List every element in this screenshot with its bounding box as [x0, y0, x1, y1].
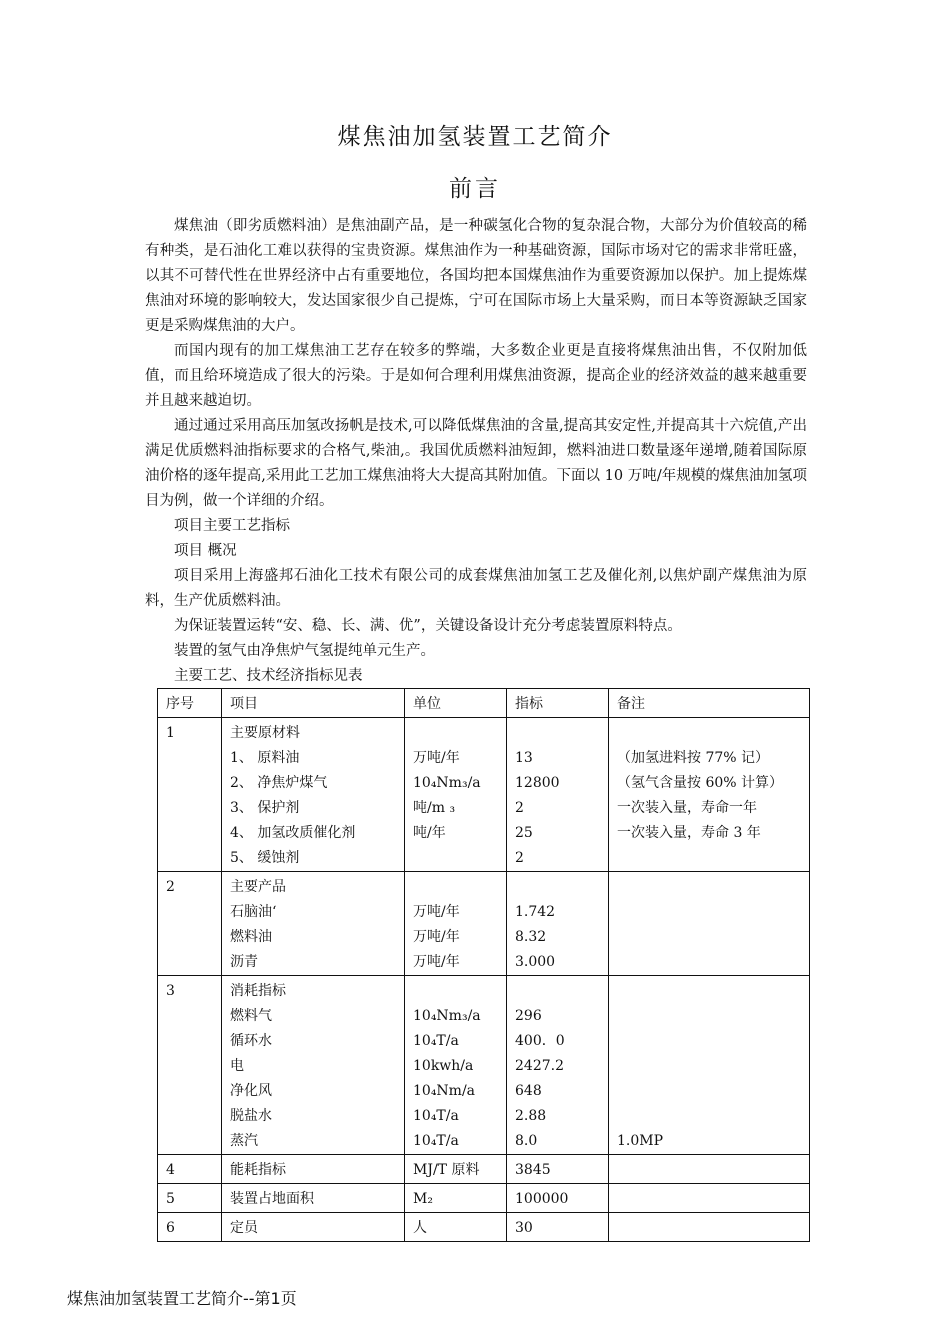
value-line [515, 875, 600, 900]
item-line: 燃料气 [230, 1008, 272, 1024]
row-number-cell [158, 976, 222, 1155]
value-line: 2 [515, 800, 524, 816]
unit-line: 10₄Nm/a [413, 1083, 476, 1099]
unit-line: 万吨/年 [413, 954, 460, 970]
unit-line: MJ/T 原料 [413, 1162, 480, 1178]
table-row [158, 976, 810, 1155]
note-line [617, 1187, 801, 1212]
value-line: 2427.2 [515, 1058, 564, 1074]
item-line: 4、 加氢改质催化剂 [230, 825, 356, 841]
note-line: （加氢进料按 77% 记） [617, 750, 770, 766]
unit-line [413, 979, 498, 1004]
unit-line: 万吨/年 [413, 929, 460, 945]
unit-line: 吨/m ₃ [413, 800, 456, 816]
value-line: 3.000 [515, 954, 556, 970]
value-line: 8.0 [515, 1133, 538, 1149]
paragraph: 主要工艺、技术经济指标见表 [174, 668, 363, 684]
value-line: 100000 [515, 1191, 569, 1207]
note-line [617, 979, 801, 1004]
unit-cell [405, 1184, 507, 1213]
item-line: 石脑油‘ [230, 904, 277, 920]
note-cell [609, 1155, 810, 1184]
item-line: 1、 原料油 [230, 750, 300, 766]
value-cell [507, 718, 609, 872]
note-line [617, 925, 801, 950]
table-row [158, 1213, 810, 1242]
value-line: 8.32 [515, 929, 547, 945]
header-cell: 项目 [222, 689, 405, 718]
unit-cell [405, 976, 507, 1155]
item-cell [222, 1184, 405, 1213]
row-number-cell [158, 718, 222, 872]
value-line: 2 [515, 850, 524, 866]
item-line: 主要产品 [230, 879, 286, 895]
row-number: 3 [166, 983, 175, 999]
value-line: 296 [515, 1008, 542, 1024]
page-footer: 煤焦油加氢装置工艺简介--第1页 [67, 1289, 297, 1308]
unit-line [413, 846, 498, 871]
note-line: 一次装入量，寿命 3 年 [617, 825, 761, 841]
row-number: 4 [166, 1162, 175, 1178]
document-title: 煤焦油加氢装置工艺简介 [337, 124, 613, 150]
note-line [617, 900, 801, 925]
unit-line: 万吨/年 [413, 750, 460, 766]
unit-line: 人 [413, 1220, 427, 1236]
note-line: （氢气含量按 60% 计算） [617, 775, 784, 791]
paragraph: 通过通过采用高压加氢改扬帆是技术,可以降低煤焦油的含量,提高其安定性,并提高其十六烷值,产出满足优质燃料油指标要求的合格气,柴油,。我国优质燃料油短卸，燃料油进口数量逐年递增,随着国际原油价格的逐年提高,采用此工艺加工煤焦油将大大提高其附加值。下面以 10 万吨/年规模的煤焦油加氢项目为例，做一个详细的介绍。 [145, 418, 807, 509]
unit-cell [405, 1213, 507, 1242]
value-line: 400．0 [515, 1033, 565, 1049]
item-cell [222, 872, 405, 976]
table-header-row [158, 689, 810, 718]
item-line: 电 [230, 1058, 244, 1074]
value-line: 12800 [515, 775, 560, 791]
paragraph: 项目主要工艺指标 [174, 518, 290, 534]
note-line [617, 1158, 801, 1183]
item-line: 2、 净焦炉煤气 [230, 775, 328, 791]
row-number: 1 [166, 725, 175, 741]
item-line: 净化风 [230, 1083, 272, 1099]
unit-line: 10₄Nm₃/a [413, 775, 481, 791]
body-text [145, 214, 807, 689]
header-cell: 单位 [405, 689, 507, 718]
paragraph: 煤焦油（即劣质燃料油）是焦油副产品，是一种碳氢化合物的复杂混合物，大部分为价值较高的稀有种类，是石油化工难以获得的宝贵资源。煤焦油作为一种基础资源，国际市场对它的需求非常旺盛，以其不可替代性在世界经济中占有重要地位，各国均把本国煤焦油作为重要资源加以保护。加上提炼煤焦油对环境的影响较大，发达国家很少自己提炼，宁可在国际市场上大量采购，而日本等资源缺乏国家更是采购煤焦油的大户。 [145, 218, 807, 334]
item-line: 能耗指标 [230, 1162, 286, 1178]
item-line: 脱盐水 [230, 1108, 272, 1124]
paragraph: 而国内现有的加工煤焦油工艺存在较多的弊端，大多数企业更是直接将煤焦油出售，不仅附加低值，而且给环境造成了很大的污染。于是如何合理利用煤焦油资源，提高企业的经济效益的越来越重要并且越来越迫切。 [145, 343, 807, 409]
value-line: 1.742 [515, 904, 556, 920]
note-cell [609, 872, 810, 976]
row-number-cell [158, 1155, 222, 1184]
note-line [617, 950, 801, 975]
unit-cell [405, 872, 507, 976]
unit-line: 万吨/年 [413, 904, 460, 920]
unit-line: 10₄T/a [413, 1108, 459, 1124]
row-number: 2 [166, 879, 175, 895]
unit-line [413, 875, 498, 900]
unit-line: 吨/年 [413, 825, 446, 841]
item-line: 装置占地面积 [230, 1191, 314, 1207]
paragraph: 项目采用上海盛邦石油化工技术有限公司的成套煤焦油加氢工艺及催化剂,以焦炉副产煤焦油为原料，生产优质燃料油。 [145, 568, 807, 609]
value-cell [507, 1155, 609, 1184]
row-number: 5 [166, 1191, 175, 1207]
item-line: 消耗指标 [230, 983, 286, 999]
paragraph: 装置的氢气由净焦炉气氢提纯单元生产。 [174, 643, 435, 659]
header-cell: 指标 [507, 689, 609, 718]
note-cell [609, 976, 810, 1155]
note-cell [609, 1213, 810, 1242]
indicator-table [157, 688, 810, 1242]
unit-cell [405, 1155, 507, 1184]
note-line [617, 1216, 801, 1241]
value-cell [507, 872, 609, 976]
unit-cell [405, 718, 507, 872]
note-line [617, 1104, 801, 1129]
table-row [158, 1155, 810, 1184]
note-line [617, 875, 801, 900]
unit-line: 10₄T/a [413, 1033, 459, 1049]
item-line: 蒸汽 [230, 1133, 258, 1149]
note-line [617, 1029, 801, 1054]
row-number-cell [158, 1184, 222, 1213]
item-line: 燃料油 [230, 929, 272, 945]
note-line [617, 1054, 801, 1079]
value-line [515, 721, 600, 746]
value-line [515, 979, 600, 1004]
value-cell [507, 976, 609, 1155]
unit-line: 10kwh/a [413, 1058, 474, 1074]
value-line: 30 [515, 1220, 533, 1236]
unit-line [413, 721, 498, 746]
item-cell [222, 718, 405, 872]
note-cell [609, 1184, 810, 1213]
value-line: 2.88 [515, 1108, 547, 1124]
row-number: 6 [166, 1220, 175, 1236]
note-line [617, 721, 801, 746]
note-line [617, 846, 801, 871]
value-line: 13 [515, 750, 533, 766]
unit-line: 10₄T/a [413, 1133, 459, 1149]
note-line: 1.0MP [617, 1133, 664, 1149]
unit-line: M₂ [413, 1191, 433, 1207]
item-cell [222, 976, 405, 1155]
value-cell [507, 1213, 609, 1242]
note-line: 一次装入量，寿命一年 [617, 800, 757, 816]
paragraph: 项目 概况 [174, 543, 237, 559]
section-heading-preface: 前言 [449, 176, 501, 202]
value-line: 3845 [515, 1162, 551, 1178]
table-row [158, 1184, 810, 1213]
header-cell: 序号 [158, 689, 222, 718]
item-line: 定员 [230, 1220, 258, 1236]
row-number-cell [158, 872, 222, 976]
note-cell [609, 718, 810, 872]
unit-line: 10₄Nm₃/a [413, 1008, 481, 1024]
value-line: 25 [515, 825, 533, 841]
item-line: 主要原材料 [230, 725, 300, 741]
value-cell [507, 1184, 609, 1213]
item-line: 沥青 [230, 954, 258, 970]
item-cell [222, 1213, 405, 1242]
header-cell: 备注 [609, 689, 810, 718]
item-cell [222, 1155, 405, 1184]
value-line: 648 [515, 1083, 542, 1099]
table-row [158, 718, 810, 872]
note-line [617, 1079, 801, 1104]
item-line: 循环水 [230, 1033, 272, 1049]
item-line: 3、 保护剂 [230, 800, 300, 816]
paragraph: 为保证装置运转“安、稳、长、满、优”，关键设备设计充分考虑装置原料特点。 [174, 618, 682, 634]
row-number-cell [158, 1213, 222, 1242]
table-row [158, 872, 810, 976]
item-line: 5、 缓蚀剂 [230, 850, 300, 866]
note-line [617, 1004, 801, 1029]
